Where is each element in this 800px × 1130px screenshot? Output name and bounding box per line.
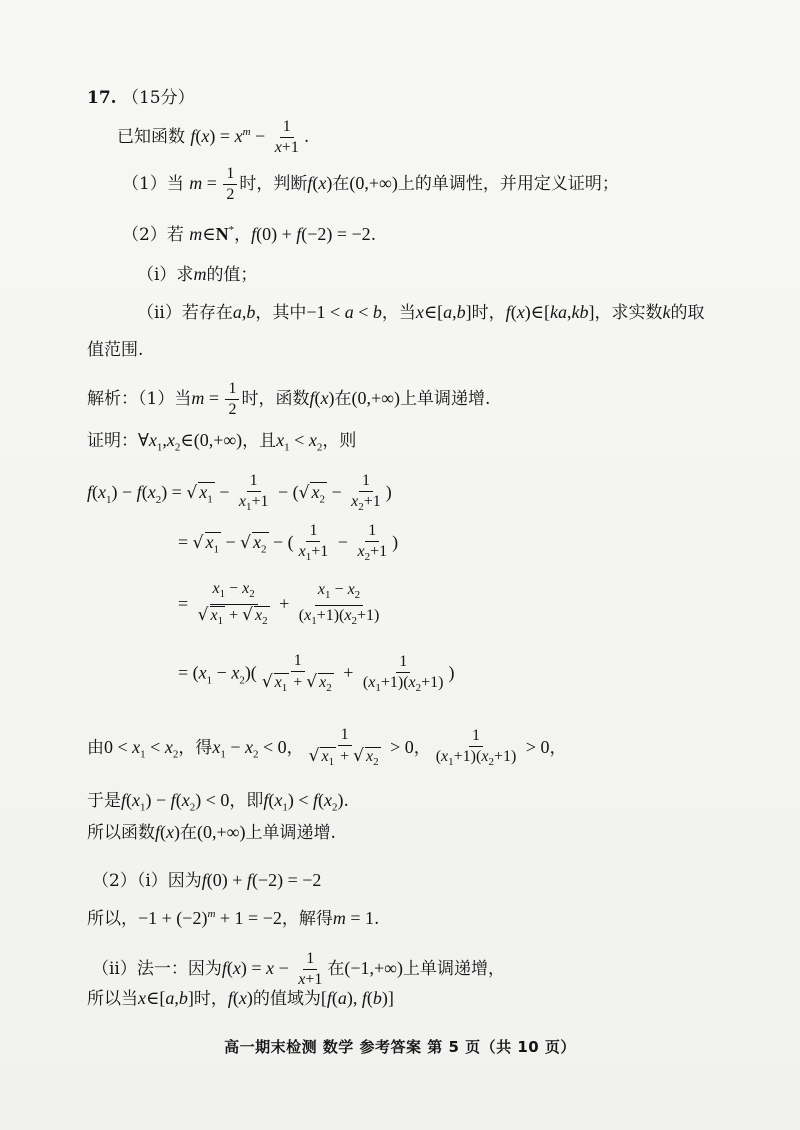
- problem-header: [87, 86, 195, 110]
- proof-eq-4: = $(x_1 - x_2)$( $\frac{1}{√ x_1 + √ x_2}$ + $\frac{1}{(x_1+1)(x_2+1)}$ ): [178, 652, 455, 697]
- problem-sub-ii: （ii）若存在a,b，其中−1 < a < b，当x∈[a,b]时，f(x)∈[ka,kb]，求实数k的取: [137, 302, 705, 323]
- problem-number: 17.: [87, 88, 117, 108]
- proof-eq-3: = $\frac{x_1 - x_2}{√ x_1 + √ x_2}$ + $\frac{x_1 - x_2}{(x_1+1)(x_2+1)}$: [178, 580, 384, 630]
- solution-part2-i-result: 所以，$-1 + (-2)^m + 1 = -2$，解得m = 1.: [87, 908, 380, 929]
- proof-eq-2: = √ $x_1$ − √ $x_2$ − ( $\frac{1}{x_1+1}$ − $\frac{1}{x_2+1}$ ): [178, 522, 399, 564]
- problem-part1: （1）当 m = $\frac{1}{2}$ 时，判断f(x)在(0,+∞)上的单调性，并用定义证明；: [122, 165, 619, 203]
- problem-part2: （2）若 m∈N*，f(0) + f(−2) = −2.: [122, 224, 377, 245]
- solution-part1: 解析：（1）当m = $\frac{1}{2}$ 时，函数f(x)在(0,+∞)上单调递增.: [87, 380, 491, 418]
- solution-part2-i: （2）（i）因为f(0) + f(−2) = −2: [92, 870, 322, 891]
- problem-sub-ii-wrap: 值范围.: [87, 340, 144, 360]
- proof-conclusion: 所以函数f(x)在(0,+∞)上单调递增.: [87, 822, 336, 843]
- proof-hence: 于是$f(x_1) - f(x_2) < 0$，即$f(x_1) < f(x_2)$.: [87, 790, 349, 814]
- problem-intro: 已知函数 $f(x) = x^m$ − $\frac{1}{x+1}$ .: [117, 118, 310, 156]
- proof-sign: 由$0 < x_1 < x_2$，得$x_1 - x_2 < 0$， $\frac{1}{√ x_1 + √ x_2}$ > 0， $\frac{1}{(x_1+1)(x_2+1)}$ > 0，: [87, 726, 566, 771]
- proof-eq-1: $f(x_1) - f(x_2)$ = √ $x_1$ − $\frac{1}{x_1+1}$ − (√ $x_2$ − $\frac{1}{x_2+1}$ ): [87, 472, 392, 514]
- solution-part2-ii: （ii）法一：因为f(x) = x − $\frac{1}{x+1}$ 在(−1,+∞)上单调递增，: [92, 950, 505, 988]
- solution-part2-ii-range: 所以当x∈[a,b]时，f(x)的值域为[f(a), f(b)]: [87, 988, 394, 1009]
- problem-sub-i: （i）求m的值；: [137, 264, 258, 285]
- problem-score: （15分）: [121, 88, 195, 108]
- page-footer: 高一期末检测 数学 参考答案 第 5 页（共 10 页）: [224, 1038, 576, 1056]
- proof-intro: 证明：$\forall x_1,x_2\in(0,+\infty)$，且$x_1 < x_2$，则: [87, 430, 357, 454]
